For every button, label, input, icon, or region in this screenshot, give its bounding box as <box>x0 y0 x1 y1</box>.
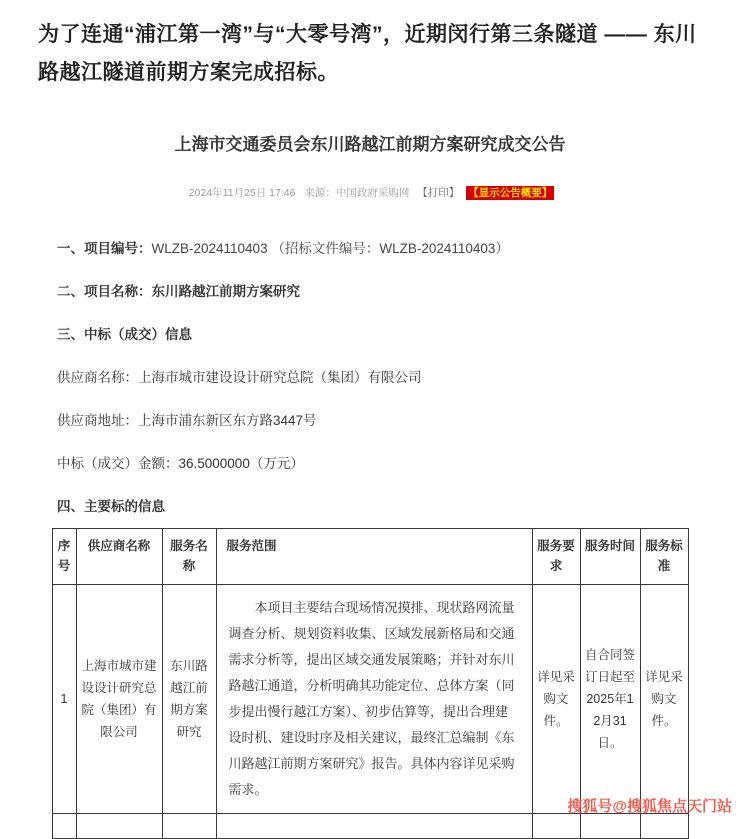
announcement-meta <box>0 185 740 200</box>
field-main-subject-heading: 四、主要标的信息 <box>57 499 165 514</box>
cell-supplier: 上海市城市建设设计研究总院（集团）有限公司 <box>76 585 162 814</box>
col-header-requirement: 服务要求 <box>532 529 580 585</box>
cell-service-name: 东川路越江前期方案研究 <box>162 585 216 814</box>
empty-cell <box>52 814 76 839</box>
table-header-row <box>52 529 688 585</box>
field-award-amount: 中标（成交）金额：36.5000000（万元） <box>57 456 304 471</box>
table-row <box>52 585 688 814</box>
empty-row <box>52 814 688 839</box>
col-header-no: 序号 <box>52 529 76 585</box>
col-header-time: 服务时间 <box>580 529 640 585</box>
announcement-body <box>57 240 683 516</box>
empty-cell <box>640 814 688 839</box>
col-header-standard: 服务标准 <box>640 529 688 585</box>
watermark-text: 搜狐号@搜狐焦点天门站 <box>567 798 732 815</box>
print-button[interactable]: 【打印】 <box>417 187 460 199</box>
meta-datetime: 2024年11月25日 17:46 <box>188 187 296 199</box>
empty-cell <box>580 814 640 839</box>
project-number-value: WLZB-2024110403 （招标文件编号：WLZB-2024110403） <box>151 241 509 256</box>
empty-cell <box>216 814 532 839</box>
empty-cell <box>162 814 216 839</box>
empty-cell <box>76 814 162 839</box>
show-summary-button[interactable]: 【显示公告概要】 <box>468 187 553 199</box>
field-supplier-address: 供应商地址：上海市浦东新区东方路3447号 <box>57 413 317 428</box>
cell-requirement: 详见采购文件。 <box>532 585 580 814</box>
field-award-info-heading: 三、中标（成交）信息 <box>57 327 192 342</box>
col-header-supplier: 供应商名称 <box>76 529 162 585</box>
announcement-title: 上海市交通委员会东川路越江前期方案研究成交公告 <box>174 135 566 154</box>
project-number-label: 一、项目编号： <box>57 241 152 256</box>
cell-no: 1 <box>52 585 76 814</box>
subject-info-table <box>52 528 689 839</box>
field-project-name: 二、项目名称：东川路越江前期方案研究 <box>57 284 300 299</box>
field-project-number <box>57 240 683 258</box>
cell-standard: 详见采购文件。 <box>640 585 688 814</box>
intro-text: 为了连通“浦江第一湾”与“大零号湾”，近期闵行第三条隧道 —— 东川路越江隧道前期方案完成招标。 <box>38 23 697 84</box>
empty-cell <box>532 814 580 839</box>
col-header-service-name: 服务名称 <box>162 529 216 585</box>
cell-scope: 本项目主要结合现场情况摸排、现状路网流量调查分析、规划资料收集、区域发展新格局和交通需求分析等，提出区域交通发展策略；并针对东川路越江通道，分析明确其功能定位、总体方案（同步提出慢行越江方案）、初步估算等，提出合理建设时机、建设时序及相关建议，最终汇总编制《东川路越江前期方案研究》报告。具体内容详见采购需求。 <box>216 585 532 814</box>
col-header-scope: 服务范围 <box>216 529 532 585</box>
cell-time: 自合同签订日起至2025年12月31日。 <box>580 585 640 814</box>
field-supplier-name: 供应商名称：上海市城市建设设计研究总院（集团）有限公司 <box>57 370 422 385</box>
meta-source: 来源：中国政府采购网 <box>304 187 410 199</box>
